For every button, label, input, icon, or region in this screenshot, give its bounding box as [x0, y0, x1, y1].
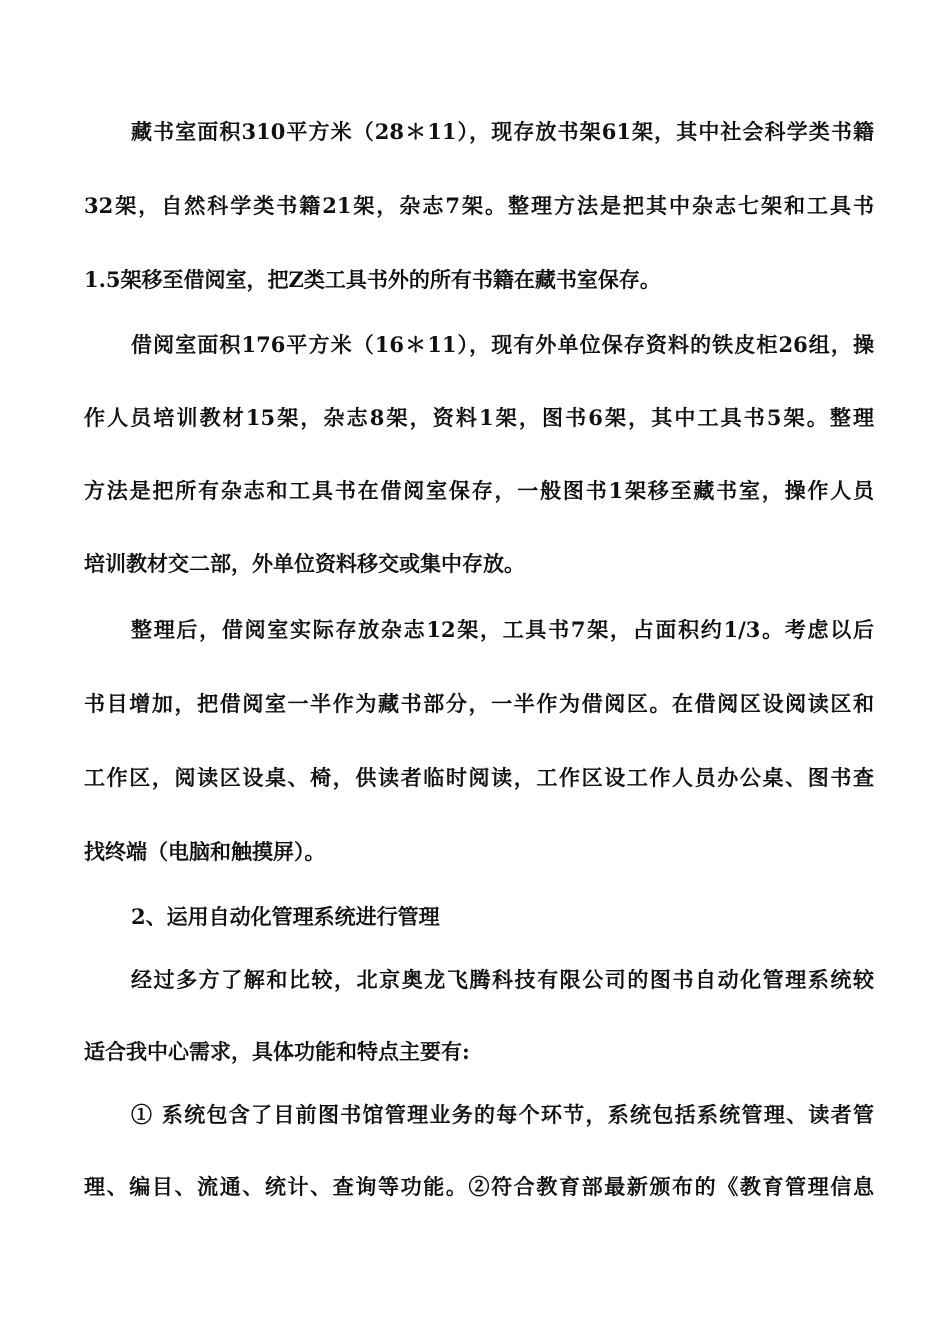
paragraph-1-line-2: 32架，自然科学类书籍21架，杂志7架。整理方法是把其中杂志七架和工具书	[84, 193, 874, 218]
paragraph-3-line-1: 整理后，借阅室实际存放杂志12架，工具书7架，占面积约1/3。考虑以后	[131, 617, 874, 642]
paragraph-2-line-2: 作人员培训教材15架，杂志8架，资料1架，图书6架，其中工具书5架。整理	[84, 405, 874, 430]
paragraph-5-line-1: 经过多方了解和比较，北京奥龙飞腾科技有限公司的图书自动化管理系统较	[131, 967, 874, 992]
paragraph-3-line-3: 工作区，阅读区设桌、椅，供读者临时阅读，工作区设工作人员办公桌、图书查	[84, 765, 874, 790]
paragraph-2-line-3: 方法是把所有杂志和工具书在借阅室保存，一般图书1架移至藏书室，操作人员	[84, 478, 874, 503]
paragraph-3-line-2: 书目增加，把借阅室一半作为藏书部分，一半作为借阅区。在借阅区设阅读区和	[84, 691, 874, 716]
paragraph-6-line-1: ① 系统包含了目前图书馆管理业务的每个环节，系统包括系统管理、读者管	[131, 1102, 874, 1127]
paragraph-2-line-1: 借阅室面积176平方米（16＊11），现有外单位保存资料的铁皮柜26组，操	[131, 332, 874, 357]
paragraph-5-line-2: 适合我中心需求，具体功能和特点主要有:	[84, 1039, 470, 1064]
paragraph-6-line-2: 理、编目、流通、统计、查询等功能。②符合教育部最新颁布的《教育管理信息	[84, 1174, 874, 1199]
paragraph-2-line-4: 培训教材交二部，外单位资料移交或集中存放。	[84, 551, 525, 576]
paragraph-1-line-1: 藏书室面积310平方米（28＊11），现存放书架61架，其中社会科学类书籍	[131, 119, 874, 144]
section-heading: 2、运用自动化管理系统进行管理	[131, 904, 440, 929]
paragraph-1-line-3: 1.5架移至借阅室，把Z类工具书外的所有书籍在藏书室保存。	[84, 267, 661, 292]
paragraph-3-line-4: 找终端（电脑和触摸屏）。	[84, 839, 326, 864]
